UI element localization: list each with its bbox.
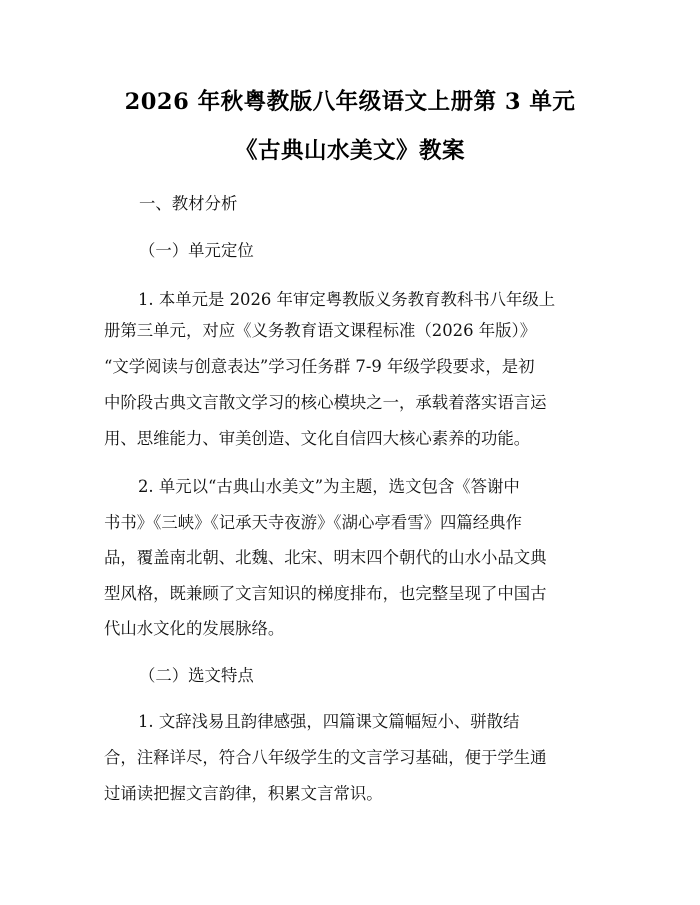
paragraph-line: 1. 本单元是 2026 年审定粤教版义务教育教科书八年级上 — [138, 290, 556, 309]
document-title-line2: 《古典山水美文》教案 — [234, 138, 465, 164]
subsection-heading: （二）选文特点 — [139, 666, 254, 685]
document-title-line1: 2026 年秋粤教版八年级语文上册第 3 单元 — [124, 89, 576, 115]
paragraph-line: 1. 文辞浅易且韵律感强，四篇课文篇幅短小、骈散结 — [138, 712, 520, 731]
paragraph-line: 代山水文化的发展脉络。 — [104, 619, 285, 638]
paragraph-line: 中阶段古典文言散文学习的核心模块之一，承载着落实语言运 — [104, 393, 547, 412]
paragraph-line: 用、思维能力、审美创造、文化自信四大核心素养的功能。 — [104, 429, 531, 448]
paragraph-line: 过诵读把握文言韵律，积累文言常识。 — [104, 784, 383, 803]
paragraph-line: 书书》《三峡》《记承天寺夜游》《湖心亭看雪》四篇经典作 — [104, 513, 522, 532]
paragraph-line: “文学阅读与创意表达”学习任务群 7-9 年级学段要求，是初 — [104, 357, 535, 376]
paragraph-line: 合，注释详尽，符合八年级学生的文言学习基础，便于学生通 — [104, 748, 547, 767]
section-heading: 一、教材分析 — [139, 194, 238, 213]
paragraph-line: 2. 单元以“古典山水美文”为主题，选文包含《答谢中 — [138, 477, 520, 496]
paragraph-line: 品，覆盖南北朝、北魏、北宋、明末四个朝代的山水小品文典 — [104, 548, 547, 567]
paragraph-line: 册第三单元，对应《义务教育语文课程标准（2026 年版）》 — [104, 321, 537, 340]
paragraph-line: 型风格，既兼顾了文言知识的梯度排布，也完整呈现了中国古 — [104, 584, 547, 603]
subsection-heading: （一）单元定位 — [139, 241, 254, 260]
